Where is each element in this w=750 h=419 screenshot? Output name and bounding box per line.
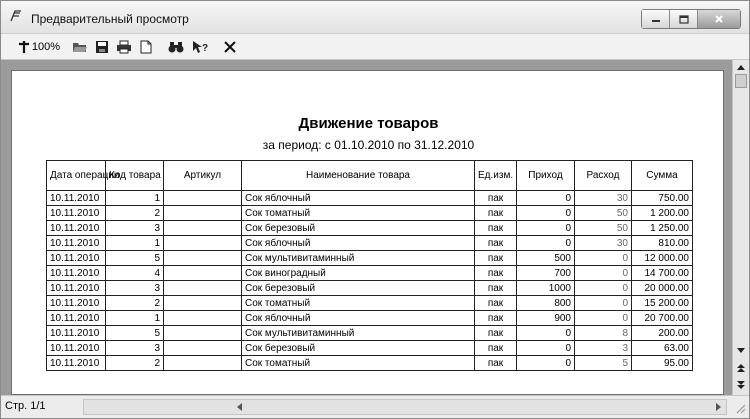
cell-unit: пак — [475, 326, 517, 341]
cell-unit: пак — [475, 341, 517, 356]
table-row — [47, 251, 693, 266]
table-row — [47, 296, 693, 311]
double-arrow-down-icon — [737, 380, 745, 390]
cell-date: 10.11.2010 — [47, 191, 106, 206]
cell-code: 3 — [106, 221, 164, 236]
col-header-name: Наименование товара — [242, 161, 475, 191]
table-row — [47, 356, 693, 371]
title-bar[interactable] — [1, 1, 749, 34]
maximize-button[interactable] — [670, 10, 698, 28]
page-icon — [140, 40, 152, 54]
col-header-expense: Расход — [575, 161, 632, 191]
cell-date: 10.11.2010 — [47, 251, 106, 266]
cell-sum: 15 200.00 — [632, 296, 693, 311]
zoom-icon — [18, 40, 30, 54]
cell-article — [164, 281, 242, 296]
cell-date: 10.11.2010 — [47, 236, 106, 251]
cell-name: Сок березовый — [242, 221, 475, 236]
cell-unit: пак — [475, 281, 517, 296]
cell-sum: 750.00 — [632, 191, 693, 206]
cell-income: 0 — [517, 221, 575, 236]
cell-name: Сок яблочный — [242, 236, 475, 251]
table-row — [47, 266, 693, 281]
cell-date: 10.11.2010 — [47, 326, 106, 341]
close-preview-button[interactable] — [221, 38, 239, 56]
app-icon — [9, 9, 23, 23]
cell-expense: 50 — [575, 221, 632, 236]
table-row — [47, 191, 693, 206]
help-button[interactable] — [191, 38, 211, 56]
cell-code: 5 — [106, 251, 164, 266]
cell-sum: 1 200.00 — [632, 206, 693, 221]
cell-income: 0 — [517, 326, 575, 341]
cell-date: 10.11.2010 — [47, 221, 106, 236]
cell-expense: 0 — [575, 281, 632, 296]
window-controls — [641, 9, 741, 29]
cell-article — [164, 191, 242, 206]
col-header-code: Код товара — [106, 161, 164, 191]
save-icon — [95, 40, 109, 54]
cell-name: Сок березовый — [242, 281, 475, 296]
vertical-scroll-thumb[interactable] — [735, 74, 747, 88]
cell-income: 0 — [517, 191, 575, 206]
binoculars-icon — [168, 40, 184, 54]
cell-name: Сок томатный — [242, 296, 475, 311]
close-icon — [714, 14, 724, 24]
cell-article — [164, 266, 242, 281]
close-window-button[interactable] — [698, 10, 740, 28]
report-page — [11, 70, 724, 395]
cell-expense: 50 — [575, 206, 632, 221]
cell-code: 2 — [106, 206, 164, 221]
scroll-down-button[interactable] — [733, 344, 749, 358]
cell-code: 1 — [106, 311, 164, 326]
folder-open-icon — [72, 40, 88, 54]
cell-expense: 0 — [575, 311, 632, 326]
scroll-right-button[interactable] — [712, 400, 726, 414]
cell-article — [164, 206, 242, 221]
cell-article — [164, 326, 242, 341]
cell-sum: 200.00 — [632, 326, 693, 341]
cell-article — [164, 236, 242, 251]
cell-date: 10.11.2010 — [47, 311, 106, 326]
table-row — [47, 326, 693, 341]
cell-code: 3 — [106, 281, 164, 296]
close-icon — [224, 41, 236, 53]
zoom-button[interactable] — [13, 38, 65, 56]
maximize-icon — [679, 15, 689, 24]
cell-article — [164, 251, 242, 266]
scroll-left-button[interactable] — [232, 400, 246, 414]
arrow-right-icon — [716, 403, 722, 411]
arrow-left-icon — [236, 403, 242, 411]
prev-page-button[interactable] — [733, 361, 749, 375]
cell-code: 1 — [106, 236, 164, 251]
resize-grip-icon[interactable] — [731, 399, 747, 415]
cell-unit: пак — [475, 206, 517, 221]
double-arrow-up-icon — [737, 363, 745, 373]
cell-article — [164, 311, 242, 326]
cell-income: 800 — [517, 296, 575, 311]
open-button[interactable] — [71, 38, 89, 56]
cell-article — [164, 341, 242, 356]
cell-unit: пак — [475, 266, 517, 281]
cell-name: Сок березовый — [242, 341, 475, 356]
cell-expense: 5 — [575, 356, 632, 371]
cell-income: 500 — [517, 251, 575, 266]
cell-code: 5 — [106, 326, 164, 341]
preview-area[interactable] — [1, 60, 749, 395]
table-row — [47, 341, 693, 356]
col-header-article: Артикул — [164, 161, 242, 191]
cell-unit: пак — [475, 191, 517, 206]
cell-expense: 0 — [575, 251, 632, 266]
cell-expense: 3 — [575, 341, 632, 356]
cell-code: 2 — [106, 296, 164, 311]
arrow-up-icon — [737, 64, 745, 70]
cell-sum: 810.00 — [632, 236, 693, 251]
find-button[interactable] — [167, 38, 185, 56]
cell-date: 10.11.2010 — [47, 341, 106, 356]
table-row — [47, 281, 693, 296]
cell-name: Сок мультивитаминный — [242, 326, 475, 341]
cell-date: 10.11.2010 — [47, 206, 106, 221]
minimize-button[interactable] — [642, 10, 670, 28]
zoom-level: 100% — [31, 41, 61, 53]
cell-income: 0 — [517, 341, 575, 356]
pointer-help-icon — [192, 40, 210, 54]
report-table — [46, 160, 693, 371]
cell-expense: 0 — [575, 266, 632, 281]
cell-expense: 0 — [575, 296, 632, 311]
window-title: Предварительный просмотр — [31, 12, 189, 26]
cell-name: Сок виноградный — [242, 266, 475, 281]
minimize-icon — [651, 15, 661, 23]
cell-code: 4 — [106, 266, 164, 281]
page-indicator: Стр. 1/1 — [5, 400, 46, 412]
cell-sum: 63.00 — [632, 341, 693, 356]
cell-sum: 12 000.00 — [632, 251, 693, 266]
table-row — [47, 221, 693, 236]
arrow-down-icon — [737, 348, 745, 354]
table-row — [47, 311, 693, 326]
table-row — [47, 236, 693, 251]
cell-unit: пак — [475, 251, 517, 266]
cell-unit: пак — [475, 356, 517, 371]
scroll-up-button[interactable] — [733, 60, 749, 74]
col-header-date: Дата операции — [47, 161, 106, 191]
status-bar — [1, 395, 749, 418]
col-header-unit: Ед.изм. — [475, 161, 517, 191]
report-period: за период: с 01.10.2010 по 31.12.2010 — [262, 138, 475, 152]
cell-unit: пак — [475, 296, 517, 311]
table-row — [47, 206, 693, 221]
cell-sum: 20 700.00 — [632, 311, 693, 326]
cell-date: 10.11.2010 — [47, 296, 106, 311]
horizontal-scrollbar[interactable] — [83, 399, 727, 415]
cell-unit: пак — [475, 221, 517, 236]
cell-name: Сок томатный — [242, 206, 475, 221]
cell-code: 3 — [106, 341, 164, 356]
cell-article — [164, 356, 242, 371]
toolbar — [1, 34, 749, 60]
cell-expense: 30 — [575, 191, 632, 206]
col-header-income: Приход — [517, 161, 575, 191]
cell-date: 10.11.2010 — [47, 266, 106, 281]
save-button[interactable] — [93, 38, 111, 56]
next-page-button[interactable] — [733, 378, 749, 392]
vertical-scrollbar[interactable] — [732, 60, 749, 395]
cell-income: 900 — [517, 311, 575, 326]
cell-code: 1 — [106, 191, 164, 206]
cell-income: 1000 — [517, 281, 575, 296]
cell-name: Сок мультивитаминный — [242, 251, 475, 266]
col-header-sum: Сумма — [632, 161, 693, 191]
cell-date: 10.11.2010 — [47, 281, 106, 296]
table-header-row — [47, 161, 693, 191]
page-setup-button[interactable] — [137, 38, 155, 56]
cell-code: 2 — [106, 356, 164, 371]
printer-icon — [116, 40, 132, 54]
cell-sum: 20 000.00 — [632, 281, 693, 296]
cell-unit: пак — [475, 236, 517, 251]
cell-unit: пак — [475, 311, 517, 326]
cell-income: 0 — [517, 236, 575, 251]
cell-sum: 1 250.00 — [632, 221, 693, 236]
cell-article — [164, 296, 242, 311]
cell-name: Сок яблочный — [242, 311, 475, 326]
cell-date: 10.11.2010 — [47, 356, 106, 371]
report-title: Движение товаров — [298, 115, 439, 132]
cell-expense: 30 — [575, 236, 632, 251]
cell-sum: 95.00 — [632, 356, 693, 371]
cell-income: 0 — [517, 356, 575, 371]
cell-sum: 14 700.00 — [632, 266, 693, 281]
svg-text:?: ? — [202, 43, 209, 54]
cell-income: 0 — [517, 206, 575, 221]
cell-name: Сок томатный — [242, 356, 475, 371]
cell-article — [164, 221, 242, 236]
cell-income: 700 — [517, 266, 575, 281]
cell-expense: 8 — [575, 326, 632, 341]
cell-name: Сок яблочный — [242, 191, 475, 206]
print-button[interactable] — [115, 38, 133, 56]
